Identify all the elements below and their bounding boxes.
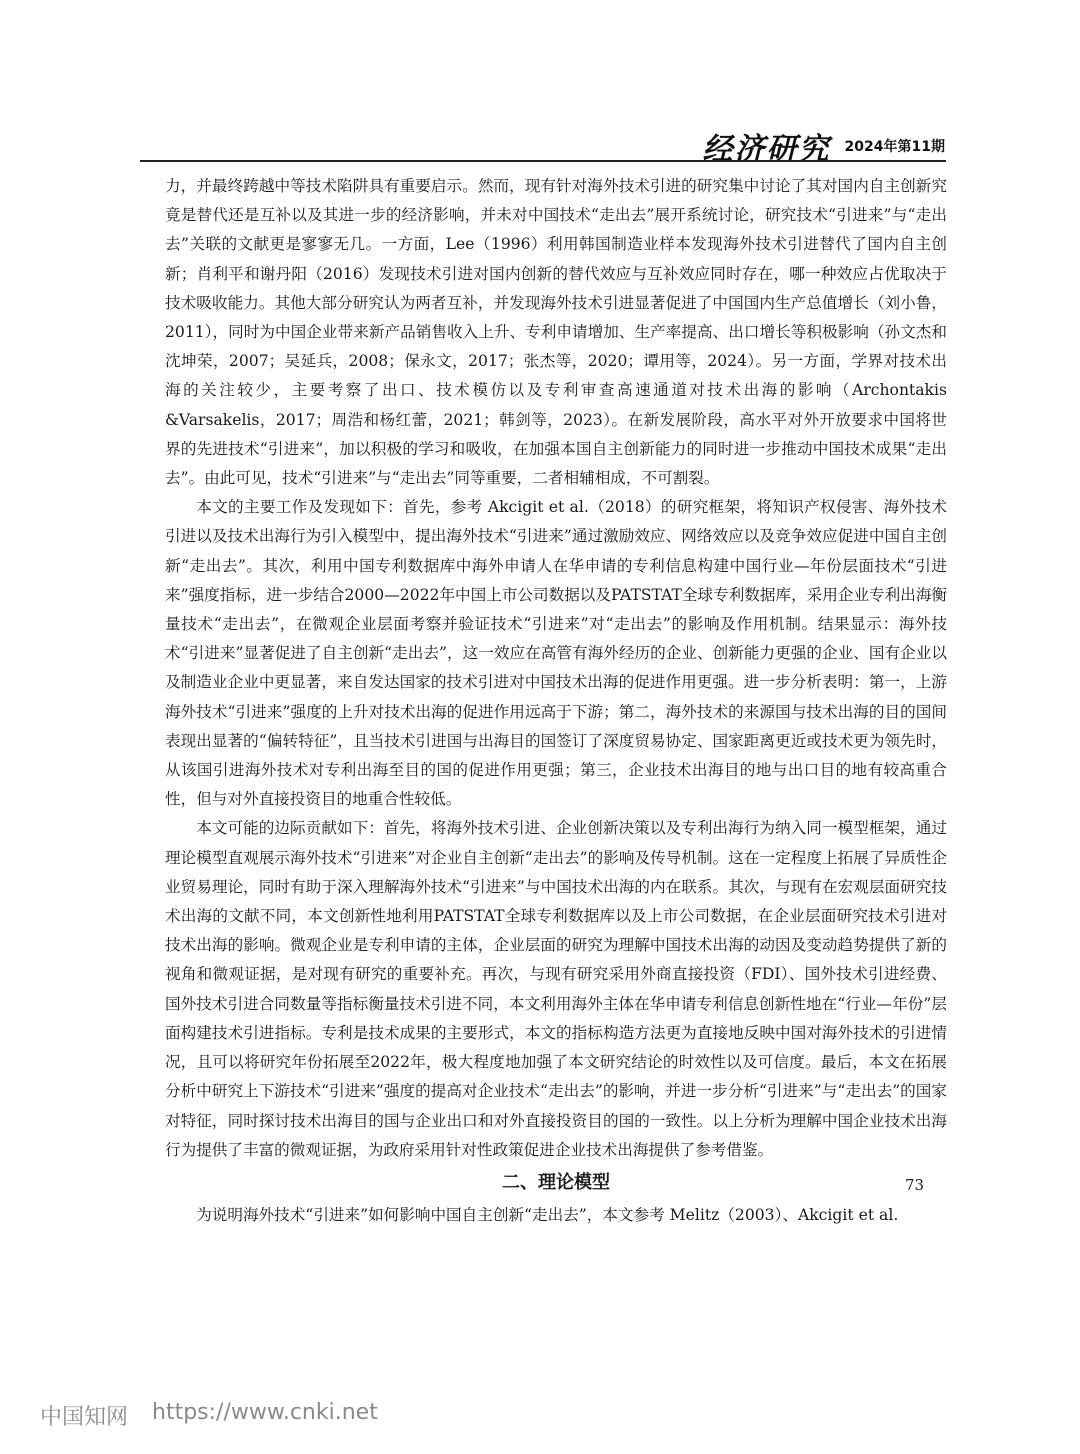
paragraph: 本文的主要工作及发现如下：首先，参考 Akcigit et al.（2018）的研究框架，将知识产权侵害、海外技术引进以及技术出海行为引入模型中，提出海外技术“引进来”通过激励效应、网络效应以及竞争效应促进中国自主创新“走出去”。其次，利用中国专利数据库中海外申请人在华申请的专利信息构建中国行业—年份层面技术“引进来”强度指标，进一步结合2000—2022年中国上市公司数据以及PATSTAT全球专利数据库，采用企业专利出海衡量技术“走出去”，在微观企业层面考察并验证技术“引进来”对“走出去”的影响及作用机制。结果显示：海外技术“引进来”显著促进了自主创新“走出去”，这一效应在高管有海外经历的企业、创新能力更强的企业、国有企业以及制造业企业中更显著，来自发达国家的技术引进对中国技术出海的促进作用更强。进一步分析表明：第一，上游海外技术“引进来”强度的上升对技术出海的促进作用远高于下游；第二，海外技术的来源国与技术出海的目的国间表现出显著的“偏转特征”，且当技术引进国与出海目的国签订了深度贸易协定、国家距离更近或技术更为领先时，从该国引进海外技术对专利出海至目的国的促进作用更强；第三，企业技术出海目的地与出口目的地有较高重合性，但与对外直接投资目的地重合性较低。 bbox=[165, 498, 948, 809]
watermark-site-name: 中国知网 bbox=[40, 1405, 129, 1430]
page-number: 73 bbox=[905, 1176, 925, 1194]
paragraph: 本文可能的边际贡献如下：首先，将海外技术引进、企业创新决策以及专利出海行为纳入同一模型框架，通过理论模型直观展示海外技术“引进来”对企业自主创新“走出去”的影响及传导机制。这在一定程度上拓展了异质性企业贸易理论，同时有助于深入理解海外技术“引进来”与中国技术出海的内在联系。其次，与现有在宏观层面研究技术出海的文献不同，本文创新性地利用PATSTAT全球专利数据库以及上市公司数据，在企业层面研究技术引进对技术出海的影响。微观企业是专利申请的主体，企业层面的研究为理解中国技术出海的动因及变动趋势提供了新的视角和微观证据，是对现有研究的重要补充。再次，与现有研究采用外商直接投资（FDI）、国外技术引进经费、国外技术引进合同数量等指标衡量技术引进不同，本文利用海外主体在华申请专利信息创新性地在“行业—年份”层面构建技术引进指标。专利是技术成果的主要形式，本文的指标构造方法更为直接地反映中国对海外技术的引进情况，且可以将研究年份拓展至2022年，极大程度地加强了本文研究结论的时效性以及可信度。最后，本文在拓展分析中研究上下游技术“引进来”强度的提高对企业技术“走出去”的影响，并进一步分析“引进来”与“走出去”的国家对特征，同时探讨技术出海目的国与企业出口和对外直接投资目的国的一致性。以上分析为理解中国企业技术出海行为提供了丰富的微观证据，为政府采用针对性政策促进企业技术出海提供了参考借鉴。 bbox=[165, 819, 947, 1159]
paragraph: 为说明海外技术“引进来”如何影响中国自主创新“走出去”，本文参考 Melitz（2003）、Akcigit et al. bbox=[196, 1205, 899, 1224]
header-rule bbox=[140, 160, 946, 162]
issue-label: 2024年第11期 bbox=[844, 139, 945, 155]
journal-logo: 经济研究 bbox=[702, 132, 831, 167]
section-title: 二、理论模型 bbox=[502, 1171, 610, 1193]
article-body bbox=[165, 172, 947, 1230]
watermark-url: https://www.cnki.net bbox=[152, 1400, 378, 1425]
paragraph: 力，并最终跨越中等技术陷阱具有重要启示。然而，现有针对海外技术引进的研究集中讨论了其对国内自主创新究竟是替代还是互补以及其进一步的经济影响，并未对中国技术“走出去”展开系统讨论，研究技术“引进来”与“走出去”关联的文献更是寥寥无几。一方面，Lee（1996）利用韩国制造业样本发现海外技术引进替代了国内自主创新；肖利平和谢丹阳（2016）发现技术引进对国内创新的替代效应与互补效应同时存在，哪一种效应占优取决于技术吸收能力。其他大部分研究认为两者互补，并发现海外技术引进显著促进了中国国内生产总值增长（刘小鲁，2011），同时为中国企业带来新产品销售收入上升、专利申请增加、生产率提高、出口增长等积极影响（孙文杰和沈坤荣，2007；吴延兵，2008；保永文，2017；张杰等，2020；谭用等，2024）。另一方面，学界对技术出海的关注较少，主要考察了出口、技术模仿以及专利审查高速通道对技术出海的影响（Archontakis &Varsakelis，2017；周浩和杨红蕾，2021；韩剑等，2023）。在新发展阶段，高水平对外开放要求中国将世界的先进技术“引进来”，加以积极的学习和吸收，在加强本国自主创新能力的同时进一步推动中国技术成果“走出去”。由此可见，技术“引进来”与“走出去”同等重要，二者相辅相成，不可割裂。 bbox=[165, 177, 947, 488]
watermark bbox=[40, 1400, 378, 1431]
journal-header bbox=[695, 128, 945, 167]
